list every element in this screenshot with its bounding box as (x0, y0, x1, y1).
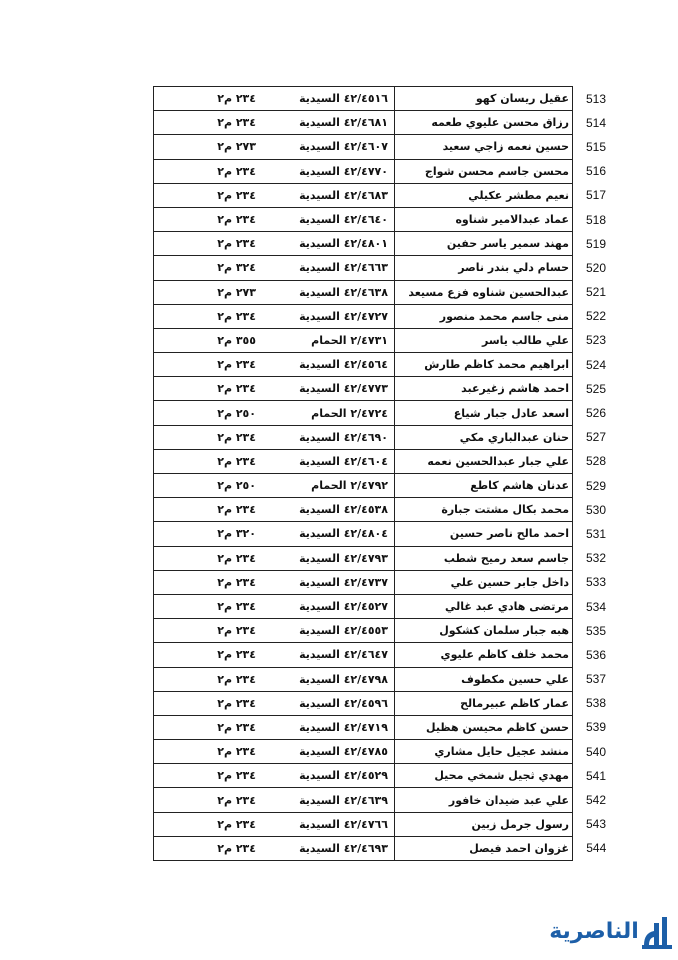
plot-cell (154, 522, 395, 546)
plot-number: ٤٢/٤٦٣٨ السيدية (299, 285, 388, 299)
plot-area: ٣٥٥ م٢ (217, 333, 256, 347)
plot-area: ٢٣٤ م٢ (217, 793, 256, 807)
row-number: 541 (585, 768, 607, 783)
row-number: 516 (585, 164, 607, 179)
table-row (154, 764, 616, 788)
plot-cell (154, 546, 395, 570)
row-number: 540 (585, 744, 607, 759)
plot-number: ٤٢/٤٦٤٧ السيدية (299, 648, 388, 662)
row-number: 536 (585, 647, 607, 662)
name-cell: علي طالب ياسر (395, 328, 573, 352)
row-number: 522 (585, 309, 607, 324)
row-number: 531 (585, 526, 607, 541)
name-cell: علي عبد ضيدان خافور (395, 788, 573, 812)
plot-number: ٤٢/٤٧٦٦ السيدية (299, 817, 388, 831)
row-number: 539 (585, 720, 607, 735)
row-number: 534 (585, 599, 607, 614)
plot-number: ٤٢/٤٥٦٤ السيدية (299, 358, 388, 372)
table-row (154, 425, 616, 449)
plot-area: ٢٣٤ م٢ (217, 600, 256, 614)
row-number: 523 (585, 333, 607, 348)
plot-area: ٢٣٤ م٢ (217, 575, 256, 589)
nasiriyah-logo-icon (640, 915, 674, 953)
name-cell: جاسم سعد رميح شطب (395, 546, 573, 570)
table-row (154, 667, 616, 691)
plot-cell (154, 425, 395, 449)
plot-cell (154, 159, 395, 183)
plot-area: ٢٣٤ م٢ (217, 696, 256, 710)
plot-number: ٤٢/٤٦٦٣ السيدية (299, 261, 388, 275)
name-cell: منشد عجيل حايل مشاري (395, 740, 573, 764)
row-number: 525 (585, 381, 607, 396)
row-number: 518 (585, 212, 607, 227)
row-number: 526 (585, 406, 607, 421)
plot-number: ٤٢/٤٥٢٧ السيدية (299, 600, 388, 614)
row-number: 544 (586, 841, 607, 856)
plot-area: ٢٣٤ م٢ (217, 430, 256, 444)
row-number: 530 (585, 502, 607, 517)
site-logo (548, 915, 674, 953)
plot-area: ٢٧٣ م٢ (217, 140, 256, 154)
table-row (154, 232, 616, 256)
plot-number: ٤٢/٤٧٧٣ السيدية (299, 382, 388, 396)
plot-cell (154, 256, 395, 280)
name-cell: حنان عبدالباري مكي (395, 425, 573, 449)
plot-cell (154, 764, 395, 788)
table-row (154, 522, 616, 546)
table-row (154, 812, 616, 836)
plot-number: ٤٢/٤٥١٦ السيدية (299, 92, 388, 106)
row-number: 517 (585, 188, 607, 203)
plot-area: ٢٣٤ م٢ (217, 551, 256, 565)
plot-cell (154, 87, 395, 111)
plot-area: ٢٣٤ م٢ (217, 817, 256, 831)
name-cell: رزاق محسن عليوي طعمه (395, 111, 573, 135)
plot-cell (154, 474, 395, 498)
name-cell: هبه جبار سلمان كشكول (395, 619, 573, 643)
table-row (154, 328, 616, 352)
beneficiaries-table (153, 86, 616, 861)
table-row (154, 474, 616, 498)
plot-number: ٤٢/٤٧٢٧ السيدية (299, 309, 388, 323)
plot-number: ٤٢/٤٥٣٨ السيدية (299, 503, 388, 517)
plot-cell (154, 280, 395, 304)
row-number: 515 (585, 139, 607, 154)
name-cell: حسين نعمه زاجي سعيد (395, 135, 573, 159)
plot-number: ٤٢/٤٧٨٥ السيدية (299, 745, 388, 759)
table-row (154, 836, 616, 860)
table-row (154, 401, 616, 425)
plot-number: ٤٢/٤٦٠٧ السيدية (299, 140, 388, 154)
plot-area: ٢٣٤ م٢ (217, 213, 256, 227)
name-cell: داخل جابر حسين علي (395, 570, 573, 594)
table-row (154, 87, 616, 111)
table-row (154, 594, 616, 618)
name-cell: محمد بكال مشتت جبارة (395, 498, 573, 522)
table-body (154, 87, 616, 861)
plot-number: ٤٢/٤٨٠٤ السيدية (299, 527, 388, 541)
plot-cell (154, 353, 395, 377)
row-number: 521 (585, 285, 607, 300)
plot-area: ٢٣٤ م٢ (217, 624, 256, 638)
plot-cell (154, 449, 395, 473)
table-row (154, 449, 616, 473)
name-cell: محسن جاسم محسن شواج (395, 159, 573, 183)
table-row (154, 691, 616, 715)
logo-text: الناصرية (549, 919, 639, 944)
plot-area: ٢٣٤ م٢ (217, 358, 256, 372)
plot-number: ٤٢/٤٦٣٩ السيدية (299, 793, 388, 807)
plot-area: ٢٣٤ م٢ (217, 237, 256, 251)
table-row (154, 183, 616, 207)
name-cell: علي حسين مكطوف (395, 667, 573, 691)
plot-area: ٢٣٤ م٢ (217, 503, 256, 517)
name-cell: رسول جرمل زبين (395, 812, 573, 836)
table-row (154, 256, 616, 280)
name-cell: عبدالحسين شناوه فزع مسيعد (395, 280, 573, 304)
table-row (154, 619, 616, 643)
name-cell: ابراهيم محمد كاظم طارش (395, 353, 573, 377)
table-row (154, 788, 616, 812)
plot-cell (154, 207, 395, 231)
row-number: 532 (585, 551, 607, 566)
table-row (154, 280, 616, 304)
plot-cell (154, 570, 395, 594)
plot-number: ٤٢/٤٦٨١ السيدية (299, 116, 388, 130)
row-number: 529 (585, 478, 607, 493)
plot-area: ٣٢٤ م٢ (217, 261, 256, 275)
plot-area: ٣٢٠ م٢ (217, 527, 256, 541)
row-number: 543 (585, 817, 607, 832)
row-number: 513 (585, 91, 607, 106)
plot-area: ٢٣٤ م٢ (217, 720, 256, 734)
table-row (154, 111, 616, 135)
plot-number: ٤٢/٤٦٠٤ السيدية (299, 454, 388, 468)
row-number: 538 (585, 696, 607, 711)
plot-area: ٢٣٤ م٢ (217, 745, 256, 759)
table-row (154, 304, 616, 328)
row-number: 535 (585, 623, 607, 638)
plot-cell (154, 812, 395, 836)
plot-area: ٢٣٤ م٢ (217, 188, 256, 202)
plot-area: ٢٥٠ م٢ (217, 406, 256, 420)
row-number: 514 (585, 115, 607, 130)
plot-cell (154, 715, 395, 739)
row-number: 533 (585, 575, 607, 590)
row-number: 520 (585, 260, 607, 275)
name-cell: مهند سمير ياسر حفين (395, 232, 573, 256)
plot-area: ٢٣٤ م٢ (217, 309, 256, 323)
name-cell: علي جبار عبدالحسين نعمه (395, 449, 573, 473)
row-number: 542 (585, 793, 607, 808)
plot-cell (154, 401, 395, 425)
plot-cell (154, 667, 395, 691)
plot-cell (154, 740, 395, 764)
table-row (154, 353, 616, 377)
plot-cell (154, 232, 395, 256)
table-row (154, 135, 616, 159)
name-cell: احمد مالح ناصر حسين (395, 522, 573, 546)
plot-cell (154, 328, 395, 352)
name-cell: منى جاسم محمد منصور (395, 304, 573, 328)
plot-number: ٤٢/٤٦٩٠ السيدية (299, 430, 388, 444)
row-number: 524 (585, 357, 607, 372)
plot-number: ٤٢/٤٥٢٩ السيدية (299, 769, 388, 783)
plot-number: ٤٢/٤٦٩٣ السيدية (299, 841, 388, 855)
plot-number: ٤٢/٤٦٨٣ السيدية (299, 188, 388, 202)
name-cell: عقيل ريسان كهو (395, 87, 573, 111)
row-number: 519 (585, 236, 607, 251)
name-cell: حسام دلي بندر ناصر (395, 256, 573, 280)
plot-cell (154, 183, 395, 207)
plot-area: ٢٧٣ م٢ (217, 285, 256, 299)
plot-number: ٤٢/٤٦٤٠ السيدية (299, 213, 388, 227)
plot-cell (154, 643, 395, 667)
name-cell: احمد هاشم زغيرعبد (395, 377, 573, 401)
plot-number: ٤٢/٤٥٩٦ السيدية (299, 696, 388, 710)
name-cell: اسعد عادل جبار شياع (395, 401, 573, 425)
plot-area: ٢٣٤ م٢ (217, 116, 256, 130)
plot-number: ٤٢/٤٥٥٣ السيدية (299, 624, 388, 638)
plot-cell (154, 691, 395, 715)
plot-cell (154, 619, 395, 643)
row-number: 527 (585, 430, 607, 445)
plot-cell (154, 111, 395, 135)
plot-number: ٤٢/٤٧٩٨ السيدية (299, 672, 388, 686)
row-number: 528 (585, 454, 607, 469)
table-row (154, 498, 616, 522)
plot-area: ٢٥٠ م٢ (217, 479, 256, 493)
name-cell: عدنان هاشم كاطع (395, 474, 573, 498)
name-cell: محمد خلف كاظم عليوي (395, 643, 573, 667)
table-row (154, 643, 616, 667)
plot-area: ٢٣٤ م٢ (217, 841, 256, 855)
plot-number: ٢/٤٧٢٤ الحمام (311, 406, 388, 420)
plot-number: ٤٢/٤٧١٩ السيدية (299, 720, 388, 734)
plot-area: ٢٣٤ م٢ (217, 164, 256, 178)
name-cell: نعيم مطشر عكيلي (395, 183, 573, 207)
plot-area: ٢٣٤ م٢ (217, 382, 256, 396)
plot-area: ٢٣٤ م٢ (217, 454, 256, 468)
plot-number: ٤٢/٤٧٧٠ السيدية (299, 164, 388, 178)
plot-area: ٢٣٤ م٢ (217, 672, 256, 686)
plot-number: ٤٢/٤٨٠١ السيدية (299, 237, 388, 251)
name-cell: مرتضى هادي عبد غالي (395, 594, 573, 618)
plot-number: ٤٢/٤٧٣٧ السيدية (299, 575, 388, 589)
plot-cell (154, 788, 395, 812)
name-cell: عماد عبدالامير شناوه (395, 207, 573, 231)
plot-area: ٢٣٤ م٢ (217, 769, 256, 783)
table-row (154, 715, 616, 739)
row-number: 537 (585, 672, 607, 687)
table-row (154, 159, 616, 183)
plot-number: ٢/٤٧٩٢ الحمام (311, 479, 388, 493)
plot-cell (154, 498, 395, 522)
plot-number: ٢/٤٧٣١ الحمام (311, 333, 388, 347)
table-row (154, 740, 616, 764)
plot-cell (154, 594, 395, 618)
plot-cell (154, 377, 395, 401)
plot-cell (154, 836, 395, 860)
name-cell: حسن كاظم محيسن هظيل (395, 715, 573, 739)
table-row (154, 377, 616, 401)
plot-number: ٤٢/٤٧٩٣ السيدية (299, 551, 388, 565)
plot-cell (154, 304, 395, 328)
plot-cell (154, 135, 395, 159)
plot-area: ٢٣٤ م٢ (217, 648, 256, 662)
plot-area: ٢٣٤ م٢ (217, 92, 256, 106)
name-cell: غزوان احمد فيصل (395, 836, 573, 860)
table-row (154, 207, 616, 231)
table-row (154, 570, 616, 594)
name-cell: مهدي ثجيل شمخي محيل (395, 764, 573, 788)
table-row (154, 546, 616, 570)
name-cell: عمار كاظم عبيرمالح (395, 691, 573, 715)
